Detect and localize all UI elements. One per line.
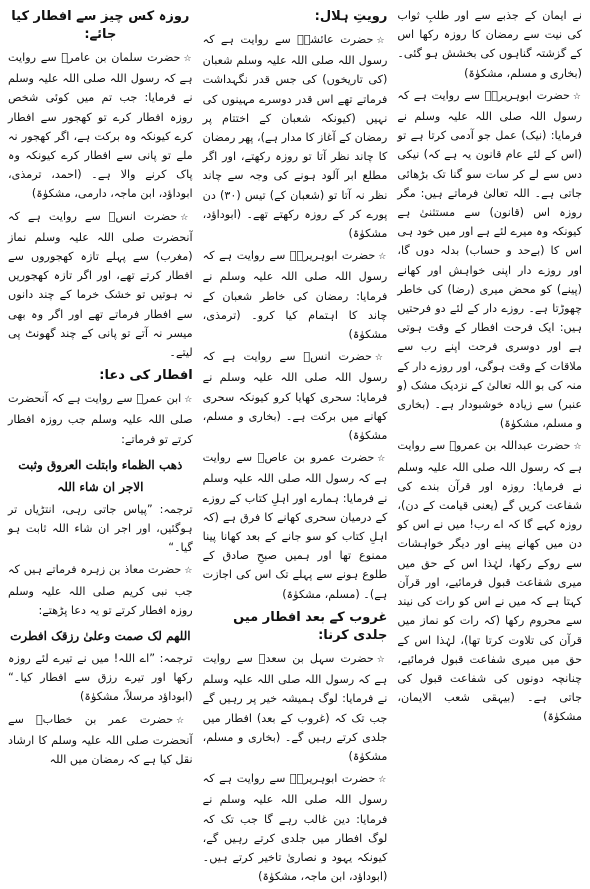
star-icon: ☆ xyxy=(184,395,193,406)
block-text: ذھب الظماء وابتلت العروق وثبت الاجر ان شاء اللہ xyxy=(18,457,183,494)
block-text: نے ایمان کے جذبے سے اور طلبِ ثواب کی نیت سے رمضان کا روزہ رکھا اس کے گزشتہ گناہوں کی بخشش ہو گئی۔ (بخاری و مسلم، مشکوٰۃ) xyxy=(397,9,582,80)
block-text: حضرت عبداللہ بن عمروؓ سے روایت ہے کہ رسول اللہ صلی اللہ علیہ وسلم نے فرمایا: روزہ اور قرآن بندے کی شفاعت کریں گے (یعنی قیامت کے دن)، روزہ کہے گا کہ اے رب! میں نے اس کو دن میں کھانے پینے اور دیگر خواہشات سے روکے رکھا، لہٰذا اس کے حق میں میری شفاعت قبول فرمائیے، اور قرآن کہتا ہے کہ میں نے اس کو رات کی نیند سے محروم رکھا (کہ رات کو نماز میں قرآن کی تلاوت کرتا تھا)، لہٰذا اس کے حق میں میری شفاعت قبول فرمائیے، چنانچہ دونوں کی شفاعت قبول کی جاتی ہے۔ (بیہقی شعب الایمان، مشکوٰۃ) xyxy=(397,439,582,724)
block-text: حضرت معاذ بن زہرہ فرماتے ہیں کہ جب نبی کریم صلی اللہ علیہ وسلم روزہ افطار کرتے تو یہ دعا پڑھتے: xyxy=(8,563,193,617)
hadith-paragraph xyxy=(8,500,193,558)
hadith-paragraph xyxy=(8,207,193,363)
block-text: روزہ کس چیز سے افطار کیا جائے: xyxy=(11,9,190,42)
block-text: حضرت ابوہریرہؓ سے روایت ہے کہ رسول اللہ صلی اللہ علیہ وسلم نے فرمایا: (نیک) عمل جو آدمی کرتا ہے تو (اس کے لئے عام قانون یہ ہے کہ) نیکی دس سے لے کر سات سو گنا تک بڑھائی جاتی ہے۔ اللہ تعالیٰ فرماتے ہیں: مگر روزہ اس (قانون) سے مستثنیٰ ہے کیونکہ وہ میرے لئے ہے اور میں خود ہی اس کا (بےحد و حساب) بدلہ دوں گا، اور روزے دار اپنی خواہش اور کھانے (پینے) کو محض میری (رضا) کی خاطر چھوڑتا ہے۔ روزے دار کے لئے دو فرحتیں ہیں: ایک فرحت افطار کے وقت ہوتی ہے اور دوسری فرحت اپنے رب سے ملاقات کے وقت ہوگی، اور روزے دار کے منہ کی بو اللہ تعالیٰ کے نزدیک مشک (و عنبر) سے زیادہ خوشبودار ہے۔ (بخاری و مسلم، مشکوٰۃ) xyxy=(397,88,582,431)
star-icon: ☆ xyxy=(572,91,582,102)
block-text: افطار کی دعا: xyxy=(99,368,193,384)
section-heading xyxy=(8,367,193,385)
block-text: حضرت ابوہریرہؓ سے روایت ہے کہ رسول اللہ صلی اللہ علیہ وسلم نے فرمایا: رمضان کی خاطر شعبان کے چاند کا اہتمام کیا کرو۔ (ترمذی، مشکوٰۃ) xyxy=(202,249,388,342)
hadith-paragraph xyxy=(203,649,388,766)
block-text: رویتِ ہلال: xyxy=(314,9,388,24)
hadith-paragraph xyxy=(203,246,388,344)
star-icon: ☆ xyxy=(378,252,388,263)
star-icon: ☆ xyxy=(180,212,193,223)
block-text: ترجمہ: ”پیاس جاتی رہی، انتڑیاں تر ہوگئیں، اور اجر ان شاء اللہ ثابت ہو گیا۔“ xyxy=(8,502,193,555)
star-icon: ☆ xyxy=(374,353,388,364)
block-text: غروب کے بعد افطار میں جلدی کرنا: xyxy=(233,609,388,643)
block-text: ترجمہ: ”اے اللہ! میں نے تیرے لئے روزہ رکھا اور تیرے رزق سے افطار کیا۔“ (ابوداؤد مرسلاً، مشکوٰۃ) xyxy=(8,652,193,704)
hadith-paragraph xyxy=(8,48,193,204)
arabic-dua xyxy=(8,625,193,647)
hadith-paragraph xyxy=(203,448,388,604)
hadith-paragraph xyxy=(8,560,193,620)
column-middle xyxy=(203,6,388,889)
star-icon: ☆ xyxy=(184,566,193,577)
star-icon: ☆ xyxy=(377,454,388,465)
hadith-paragraph xyxy=(397,86,582,434)
section-heading xyxy=(203,609,388,645)
hadith-paragraph xyxy=(203,30,388,243)
star-icon: ☆ xyxy=(376,36,388,46)
block-text: اللھم لک صمت وعلیٰ رزقک افطرت xyxy=(10,629,191,644)
hadith-paragraph xyxy=(397,6,582,83)
section-heading xyxy=(8,8,193,44)
block-text: ابن عمرؓ سے روایت ہے کہ آنحضرت صلی اللہ علیہ وسلم جب روزہ افطار کرتے تو فرماتے: xyxy=(8,392,193,446)
hadith-paragraph xyxy=(203,769,388,886)
hadith-paragraph xyxy=(8,389,193,449)
block-text: حضرت سلمان بن عامرؓ سے روایت ہے کہ رسول اللہ صلی اللہ علیہ وسلم نے فرمایا: جب تم میں کوئی شخص روزہ افطار کرے تو کھجور سے افطار کرے کیونکہ وہ برکت ہے، اگر کھجور نہ ملے تو پانی سے افطار کرے کیونکہ وہ پاک کرنے والا ہے۔ (احمد، ترمذی، ابوداؤد، ابن ماجہ، دارمی، مشکوٰۃ) xyxy=(8,51,193,201)
block-text: حضرت عمر بن خطابؓ سے آنحضرت صلی اللہ علیہ وسلم کا ارشاد نقل کیا ہے کہ رمضان میں اللہ xyxy=(8,712,193,767)
block-text: حضرت سہل بن سعدؓ سے روایت ہے کہ رسول اللہ صلی اللہ علیہ وسلم نے فرمایا: لوگ ہمیشہ خیر پر رہیں گے جب تک کہ (غروب کے بعد) افطار میں جلدی کرتے رہیں گے۔ (بخاری و مسلم، مشکوٰۃ) xyxy=(202,651,388,763)
section-heading xyxy=(203,8,388,26)
block-text: حضرت انسؓ سے روایت ہے کہ رسول اللہ صلی اللہ علیہ وسلم نے فرمایا: سحری کھایا کرو کیونکہ سحری کھانے میں برکت ہے۔ (بخاری و مسلم، مشکوٰۃ) xyxy=(202,350,388,443)
block-text: حضرت عائشہؓ سے روایت ہے کہ رسول اللہ صلی اللہ علیہ وسلم شعبان (کی تاریخوں) کی جس قدر نگہداشت فرماتے تھے اس قدر دوسرے مہینوں کی نہیں (کیونکہ شعبان کے اختتام پر رمضان کے آغاز کا مدار ہے)، پھر رمضان کا چاند نظر آتا تو روزہ رکھتے، اور اگر مطلع ابر آلود ہونے کی وجہ سے چاند نظر نہ آتا تو (شعبان کے) تیس (۳۰) دن پورے کر کے روزہ رکھتے تھے۔ (ابوداؤد، مشکوٰۃ) xyxy=(202,33,388,241)
column-left xyxy=(8,6,193,889)
arabic-dua xyxy=(8,454,193,498)
hadith-paragraph xyxy=(8,710,193,770)
star-icon: ☆ xyxy=(378,775,388,786)
star-icon: ☆ xyxy=(376,654,388,665)
block-text: حضرت ابوہریرہؓ سے روایت ہے کہ رسول اللہ صلی اللہ علیہ وسلم نے فرمایا: دین غالب رہے گا جب تک کہ لوگ افطار میں جلدی کرتے رہیں گے، کیونکہ یہود و نصاریٰ تاخیر کرتے ہیں۔ (ابوداؤد، ابن ماجہ، مشکوٰۃ) xyxy=(202,772,388,884)
hadith-paragraph xyxy=(397,436,582,726)
hadith-paragraph xyxy=(203,347,388,445)
column-right xyxy=(397,6,582,889)
block-text: حضرت عمرو بن عاصؓ سے روایت ہے کہ رسول اللہ صلی اللہ علیہ وسلم نے فرمایا: ہمارے اور اہلِ کتاب کے روزے کے درمیان سحری کھانے کا فرق ہے (کہ اہلِ کتاب کو سو جانے کے بعد کھانا پینا ممنوع تھا اور ہمیں صبحِ صادق کے طلوع ہونے سے پہلے تک اس کی اجازت ہے)۔ (مسلم، مشکوٰۃ) xyxy=(202,451,388,601)
star-icon: ☆ xyxy=(573,442,582,453)
star-icon: ☆ xyxy=(176,715,193,726)
hadith-paragraph xyxy=(8,649,193,707)
block-text: حضرت انسؓ سے روایت ہے کہ آنحضرت صلی اللہ علیہ وسلم نماز (مغرب) سے پہلے تازہ کھجوروں سے افطار کرتے تھے، اور اگر تازہ کھجوریں نہ ہوتیں تو خشک خرما کے چند دانوں سے افطار فرماتے تھے اور اگر وہ بھی میسر نہ آتے تو پانی کے چند گھونٹ پی لیتے۔ xyxy=(8,209,193,360)
star-icon: ☆ xyxy=(183,54,193,64)
